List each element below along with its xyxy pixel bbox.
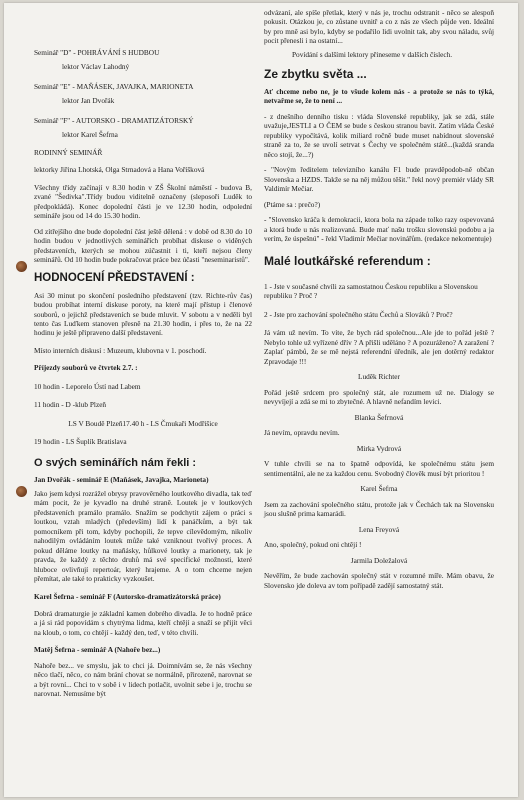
morning-split-paragraph: Od zítřejšího dne bude dopolední část ještě dělená : v době od 8.30 do 10 hodin budou v jednotlivých seminářích probíhat diskuse o viděných představeních, kterých se mohou zúčastnit i ti, kteří nejsou členy seminářů. Od 10 hodin bude pokračovat práce bez účasti "neseminaristů". (34, 226, 252, 265)
answer-text: Ano, společný, pokud oni chtějí ! (264, 540, 362, 550)
evaluation-paragraph: Asi 30 minut po skončení posledního představení (tzv. Richte-rův čas) budou probíhat interní diskuse poroty, na které mají přístup i členové souborů, o jejichž představeních se bude mluvit. V sobotu a v neděli byl tento čas Luďkem stanoven přesně na 21.30 hodin, i přes to, že na 22 hodinu je ještě připraveno další představení. (34, 290, 252, 338)
newsletter-page (4, 3, 518, 797)
sefrna-title: Karel Šefrna - seminář F (Autorsko-dramatizátorská práce) (34, 591, 221, 601)
answer-text: Já vám už nevím. To víte, že bych rád společnou...Ale jde to pořád ještě ? Nebylo tohle už vyřízené dřív ? A přišli uděláno ? A pozuráženo? A zaražení ? Zaplať pámbů, že se mě nejstá referendní úředník, ale jen dotěrný redaktor Zpravodaje !!! (264, 328, 494, 366)
intro-bold: Ať chceme nebo ne, je to všude kolem nás - a protože se nás to týká, netvařme se, že to není ... (264, 86, 494, 106)
respondent-name: Jarmila Doležalová (350, 555, 408, 565)
seminar-f-lector: lektor Karel Šefrna (62, 130, 118, 140)
family-seminar-lectors: lektorky Jiřina Lhotská, Olga Strnadová a Hana Voříšková (34, 165, 205, 175)
respondent-name: Lena Freyová (358, 524, 400, 534)
respondent-name: Mirka Vydrová (356, 443, 402, 453)
arrivals-title: Příjezdy souborů ve čtvrtek 2.7. : (34, 363, 138, 373)
arrival-item: LS V Boudě Plzeň17.40 h - LS Čmukaři Modřišice (68, 418, 218, 428)
heading-seminars-said: O svých seminářích nám řekli : (34, 456, 197, 469)
sefrna-text: Dobrá dramaturgie je základní kamen dobrého divadla. Je to hodně práce a já si rád popovídám s chytrýma lidma, kteří chtějí a snaží se přijít věci na kloub, o tom, co chtějí - každý den, teď, v této chvíli. (34, 608, 252, 637)
referendum-question: 2 - Jste pro zachování společného státu Čechů a Slováků ? Proč? (264, 309, 453, 319)
press-quote: - "Novým ředitelem televizního kanálu F1 bude pravděpodob-ně občan Slovenska a HZDS. Takže se na něj můžou těšit." řekl nový premiér vlády SR Valdimír Mečiar. (264, 165, 494, 194)
question-note: (Ptáme sa : prečo?) (264, 199, 321, 209)
answer-text: V tuhle chvíli se na to špatně odpovídá, ke společnému státu jsem sentimentální, ale ne za každou cenu. Svobodný člověk musí být prioritou ! (264, 459, 494, 478)
heading-rest-of-world: Ze zbytku světa ... (264, 67, 367, 82)
heading-referendum: Malé loutkářské referendum : (264, 253, 431, 268)
left-column (34, 48, 252, 705)
dvorak-title: Jan Dvořák - seminář E (Maňásek, Javajka, Marioneta) (34, 475, 209, 485)
matej-title: Matěj Šefrna - seminář A (Nahoře bez...) (34, 645, 161, 655)
seminar-e-lector: lektor Jan Dvořák (62, 96, 115, 106)
matej-text: Nahoře bez... ve smyslu, jak to chci já. Doimnívám se, že nás všechny něco tlačí, něco, co nám brání chovat se normálně, přirozeně, narovnat se a být rovní... Chci to v sobě i v lidech potlačit, uvolnit sebe i je, trochu se narovnat. Nemusíme být (34, 660, 252, 699)
right-column (264, 8, 494, 596)
referendum-question: 1 - Jste v současné chvíli za samostatnou Českou republiku a Slovenskou republiku ? Proč ? (264, 281, 478, 301)
answer-text: Já nevím, opravdu nevím. (264, 428, 340, 438)
punch-hole (16, 486, 27, 497)
press-quote: - z dnešního denního tisku : vláda Slovenské republiky, jak se zdá, stále uvažuje,JESTLI a O ČEM se bude s českou stranou bavit. Zatím vláda České republiky vypočítává, kolik miliard ročně bude muset nabídnout slovenské straně za to, že se uvolí setrvat s Čechy ve společném státě...(každá sranda něco stojí, že...?) (264, 111, 494, 159)
answer-text: Nevěřím, že bude zachován společný stát v rozumné míře. Mám obavu, že Slovensko jde doleva av tom pořípadě zadějí samostatný stát. (264, 571, 494, 590)
seminar-e-title: Seminář "E" - MAŇÁSEK, JAVAJKA, MARIONETA (34, 81, 194, 91)
family-seminar-title: RODINNÝ SEMINÁŘ (34, 147, 103, 157)
answer-text: Pořád ještě srdcem pro společný stát, ale rozumem už ne. Dialogy se nevyvíjejí a zdá se mi to zbytečné. A hlavně nefandím levici. (264, 387, 494, 407)
punch-hole (16, 261, 27, 272)
respondent-name: Karel Šefrna (360, 484, 398, 494)
seminar-d-lector: lektor Václav Lahodný (62, 62, 130, 72)
heading-evaluation: HODNOCENÍ PŘEDSTAVENÍ : (34, 271, 195, 284)
discussion-location: Místo interních diskusí : Muzeum, klubovna v 1. poschodí. (34, 345, 207, 355)
arrival-item: 11 hodin - D -klub Plzeň (34, 400, 107, 410)
seminar-f-title: Seminář "F" - AUTORSKO - DRAMATIZÁTORSKÝ (34, 115, 194, 125)
dvorak-text: Jako jsem kdysi rozrážel obrysy pravověrného loutkového divadla, tak teď mám pocit, že je kyvadlo na druhé straně. Loutek je v loutkových představeních pramálo pramálo. Snažím se podchytit zájem o práci s loutkou, vztah mladých (především) lidí k panáčkům, a být tak pomocníkem při tom, kdyby pochopili, že tepve cílevědomým, nikoliv nahodilým ovládáním loutek může také vzniknout tvořivý proces. A pokud děláme loutky na maňásky, hůlkové loutky a marionety, tak je pravda, že každý z těchto druhů má své specifické možnosti, které hluboce ovlivňují repertoár, který hrajeme. A o tom chceme nejen přemítat, ale také to prakticky vyzkoušet. (34, 488, 252, 584)
press-quote: - "Slovensko kráča k demokracii, ktora bola na západe tolko razy ospevovaná a ktorá bude u nás realizovaná. Bude mať našu trošku slovenskú podobu a ja verím, že úspešnú" - řekl Vladimír Mečiar novinářům. (redakce nekomentuje) (264, 215, 494, 244)
arrival-item: 10 hodin - Leporelo Ústí nad Labem (34, 381, 141, 391)
seminar-d-title: Seminář "D" - POHRÁVÁNÍ S HUDBOU (34, 48, 160, 57)
answer-text: Jsem za zachování společného státu, protože jak v Čechách tak na Slovensku jsou slušně prima kamarádi. (264, 499, 494, 519)
respondent-name: Luděk Richter (358, 372, 400, 382)
more-lectors-note: Povídání s dalšími lektory přineseme v dalších číslech. (292, 49, 453, 59)
schedule-paragraph: Všechny třídy začínají v 8.30 hodin v ZŠ Školní náměstí - budova B, zvané "Šedivka".Třídy budou viditelně označeny (sleposoři Luděk to předpokládá). Konec dopolední části je ve 12.30 hodin, odpolední semináře jsou od 14 do 15.30 hodin. (34, 182, 252, 221)
continuation-paragraph: odvázaní, ale spíše přetlak, který v nás je, trochu odstranit - něco se alespoň pokusit. Otázkou je, co zůstane uvnitř a co z nás ze všech půjde ven. Ideální by pro mně asi bylo, kdyby se podařilo lidi uvolnit tak, aby svou náladu, svůj pocit přenesli i na ostatní... (264, 8, 494, 46)
arrival-item: 19 hodin - LS Šuplík Bratislava (34, 437, 127, 447)
respondent-name: Blanka Šefrnová (354, 412, 404, 422)
